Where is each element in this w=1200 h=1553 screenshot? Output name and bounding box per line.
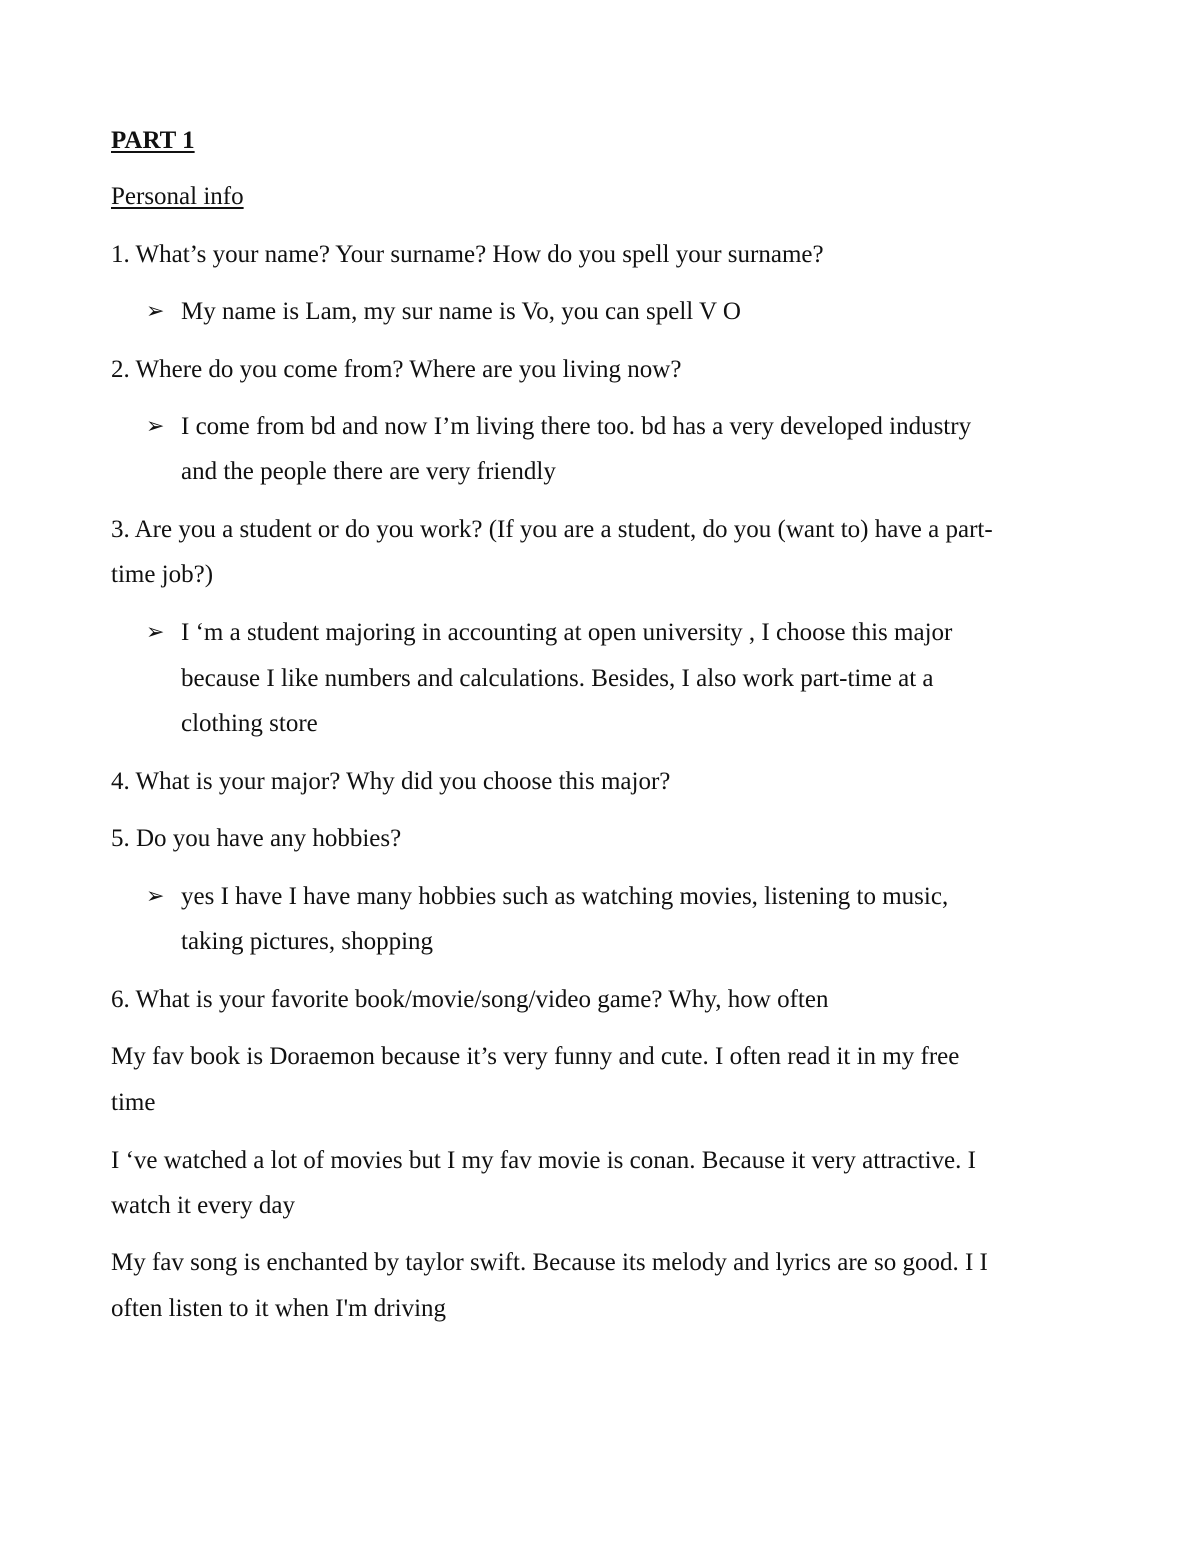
paragraph-book-line-1: My fav book is Doraemon because it’s very funny and cute. I often read it in my free [111, 1043, 960, 1070]
paragraph-book-line-2: time [111, 1089, 156, 1116]
answer-2-line-2: and the people there are very friendly [181, 458, 556, 485]
paragraph-movie-line-1: I ‘ve watched a lot of movies but I my fav movie is conan. Because it very attractive. I [111, 1147, 976, 1174]
question-6: 6. What is your favorite book/movie/song/video game? Why, how often [111, 986, 829, 1013]
question-3-line-2: time job?) [111, 561, 214, 588]
paragraph-movie-line-2: watch it every day [111, 1192, 295, 1219]
answer-5-line-2: taking pictures, shopping [181, 928, 434, 955]
arrow-bullet-icon: ➢ [146, 299, 165, 324]
question-1: 1. What’s your name? Your surname? How do you spell your surname? [111, 241, 824, 268]
answer-3-line-1: I ‘m a student majoring in accounting at open university , I choose this major [181, 619, 953, 646]
paragraph-song-line-2: often listen to it when I'm driving [111, 1295, 447, 1322]
question-5: 5. Do you have any hobbies? [111, 825, 402, 852]
paragraph-song-line-1: My fav song is enchanted by taylor swift. Because its melody and lyrics are so good. I I [111, 1249, 988, 1276]
arrow-bullet-icon: ➢ [146, 884, 165, 909]
question-2: 2. Where do you come from? Where are you living now? [111, 356, 682, 383]
answer-3-line-3: clothing store [181, 710, 318, 737]
section-heading: Personal info [111, 183, 244, 210]
question-4: 4. What is your major? Why did you choose this major? [111, 768, 671, 795]
arrow-bullet-icon: ➢ [146, 620, 165, 645]
answer-3-line-2: because I like numbers and calculations. Besides, I also work part-time at a [181, 665, 934, 692]
answer-2-line-1: I come from bd and now I’m living there too. bd has a very developed industry [181, 413, 972, 440]
part-title: PART 1 [111, 127, 195, 154]
arrow-bullet-icon: ➢ [146, 414, 165, 439]
answer-5-line-1: yes I have I have many hobbies such as watching movies, listening to music, [181, 883, 949, 910]
answer-1: My name is Lam, my sur name is Vo, you can spell V O [181, 298, 741, 325]
question-3-line-1: 3. Are you a student or do you work? (If you are a student, do you (want to) have a part- [111, 516, 993, 543]
